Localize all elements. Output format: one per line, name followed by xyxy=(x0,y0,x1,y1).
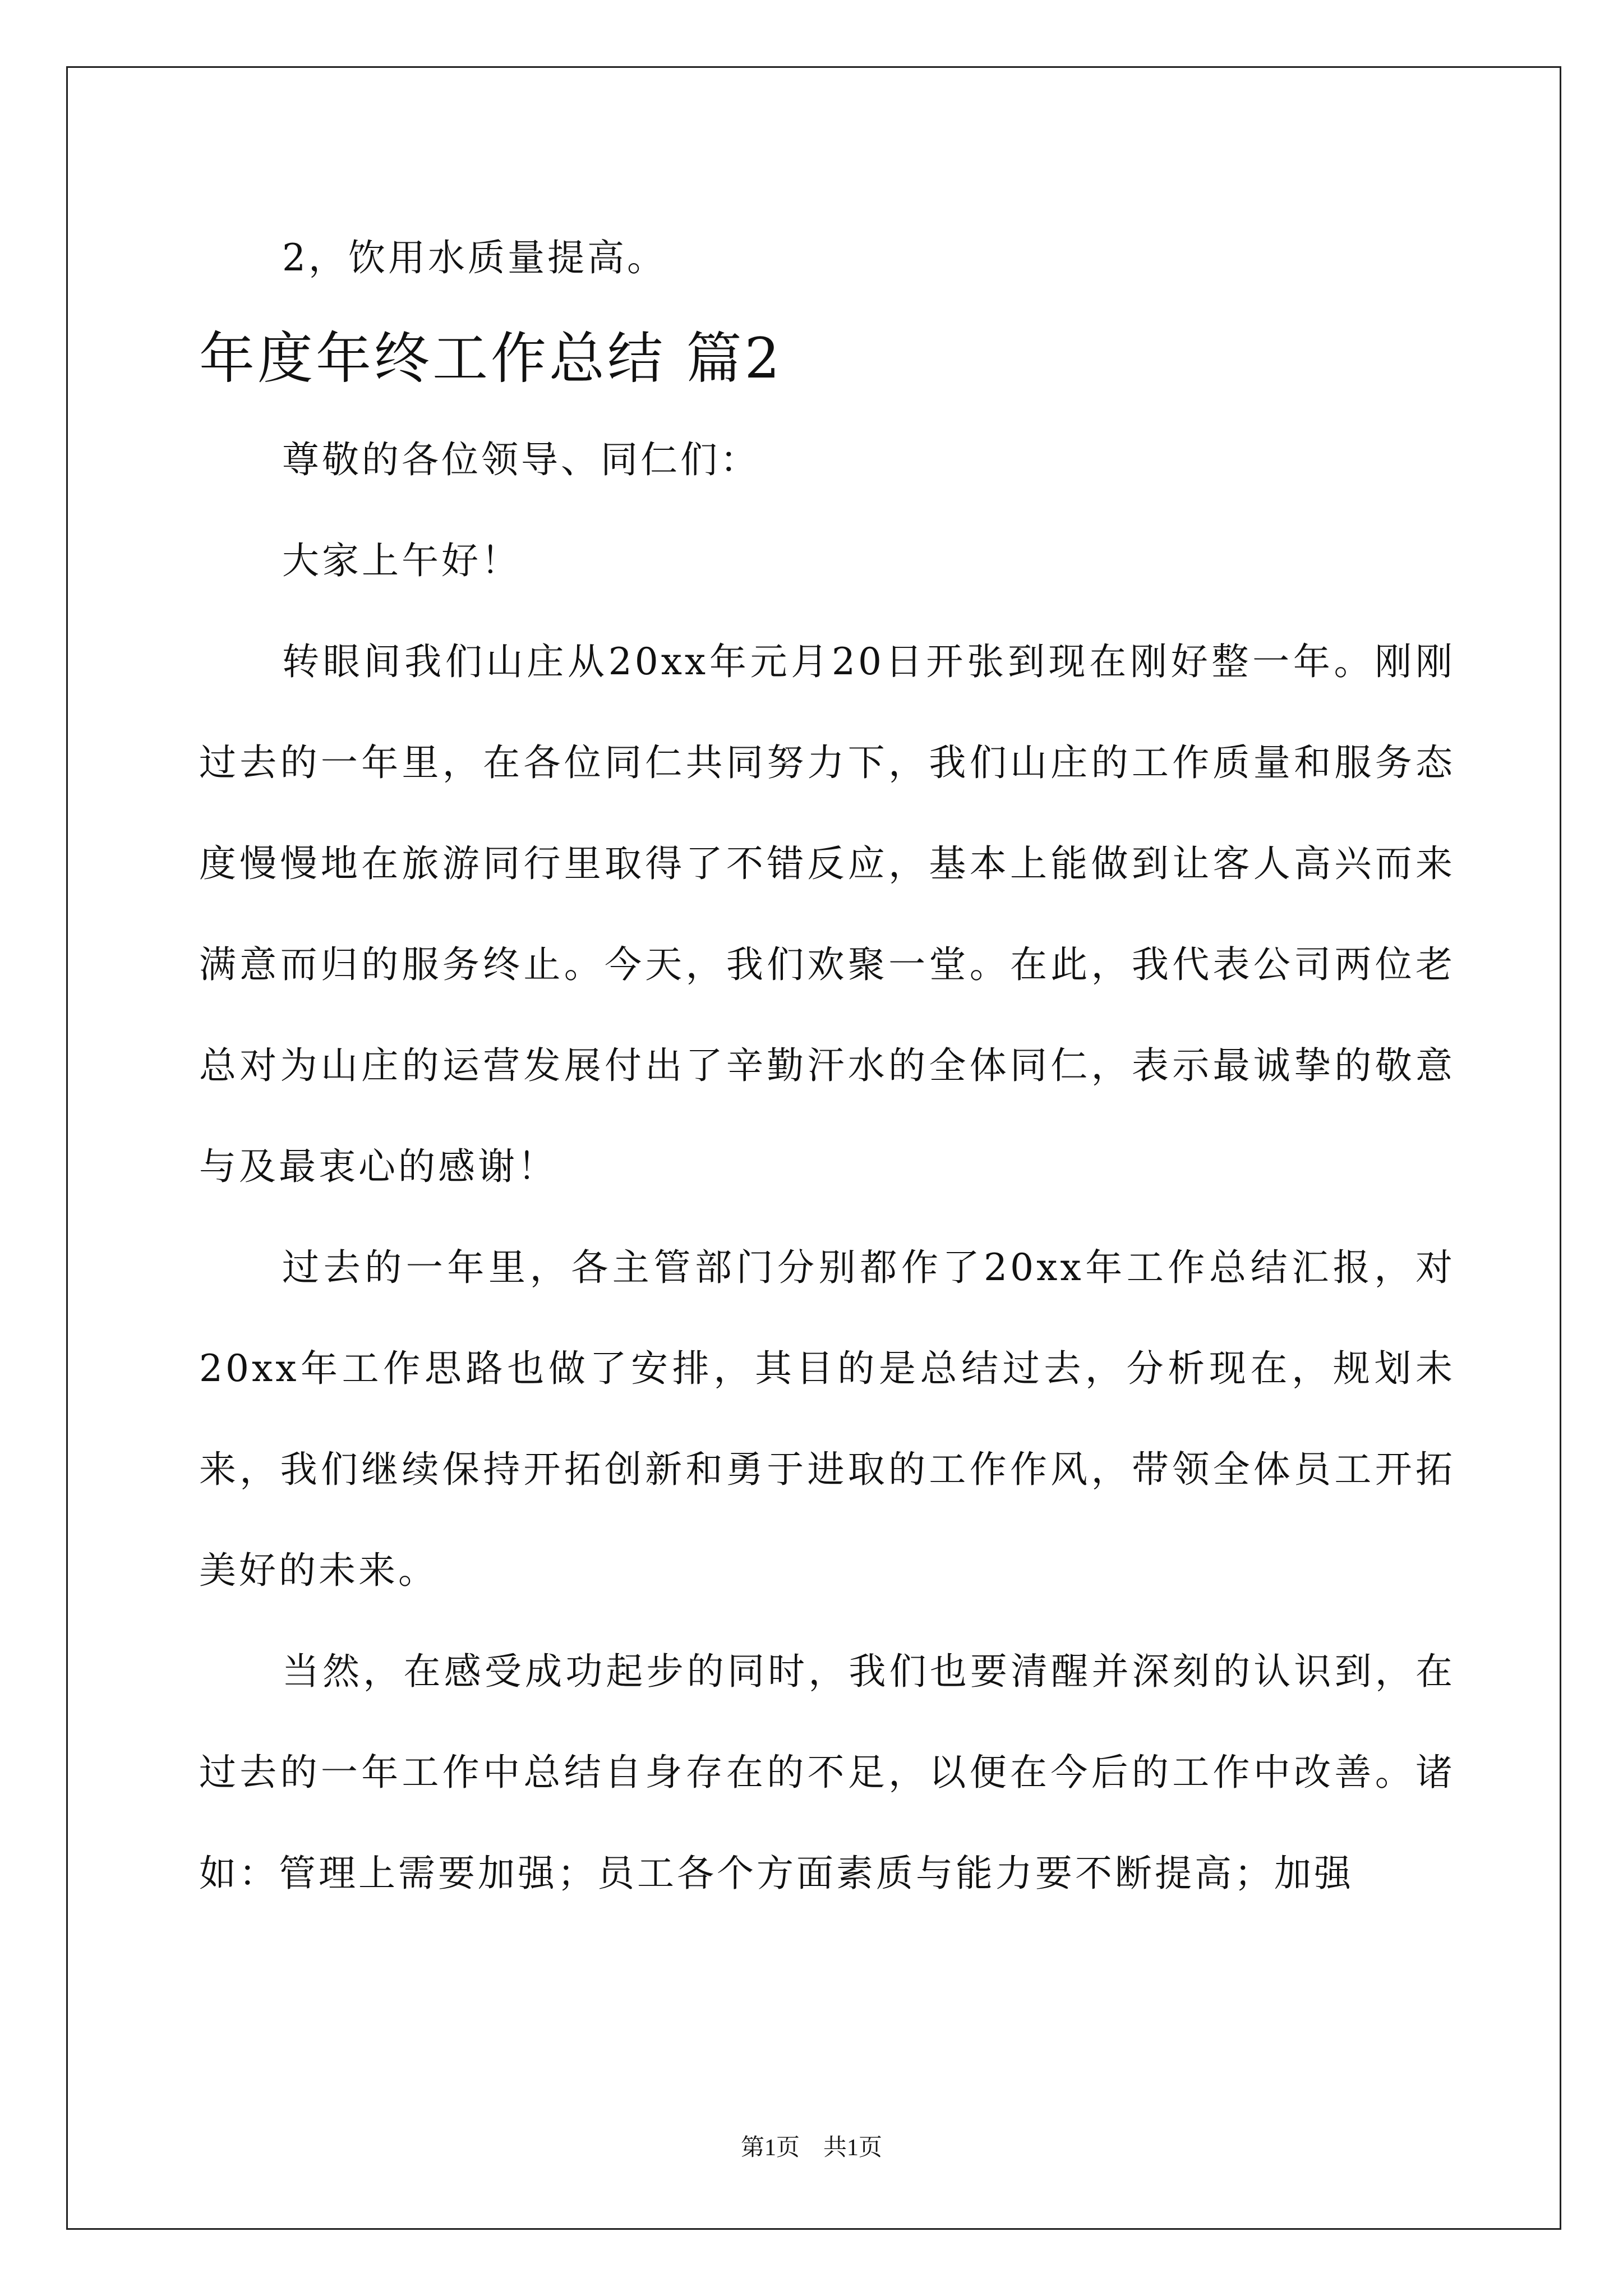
page-footer: 第1页 共1页 xyxy=(740,2135,882,2161)
paragraph-review: 过去的一年里，各主管部门分别都作了20xx年工作总结汇报，对20xx年工作思路也做了安排，其目的是总结过去，分析现在，规划未来，我们继续保持开拓创新和勇于进取的工作作风，带领全体员工开拓美好的未来。 xyxy=(199,1246,1455,1592)
paragraph-water-quality: 2，饮用水质量提高。 xyxy=(282,236,667,279)
paragraph-salutation: 尊敬的各位领导、同仁们： xyxy=(282,438,760,481)
section-heading: 年度年终工作总结 篇2 xyxy=(199,326,783,391)
paragraph-greeting: 大家上午好！ xyxy=(282,539,521,582)
paragraph-intro: 转眼间我们山庄从20xx年元月20日开张到现在刚好整一年。刚刚过去的一年里，在各位同仁共同努力下，我们山庄的工作质量和服务态度慢慢地在旅游同行里取得了不错反应，基本上能做到让客人高兴而来满意而归的服务终止。今天，我们欢聚一堂。在此，我代表公司两位老总对为山庄的运营发展付出了辛勤汗水的全体同仁，表示最诚挚的敬意与及最衷心的感谢！ xyxy=(199,640,1455,1188)
document-body xyxy=(199,208,1455,1924)
paragraph-shortcomings: 当然，在感受成功起步的同时，我们也要清醒并深刻的认识到，在过去的一年工作中总结自身存在的不足，以便在今后的工作中改善。诸如：管理上需要加强；员工各个方面素质与能力要不断提高；加强 xyxy=(199,1650,1455,1895)
